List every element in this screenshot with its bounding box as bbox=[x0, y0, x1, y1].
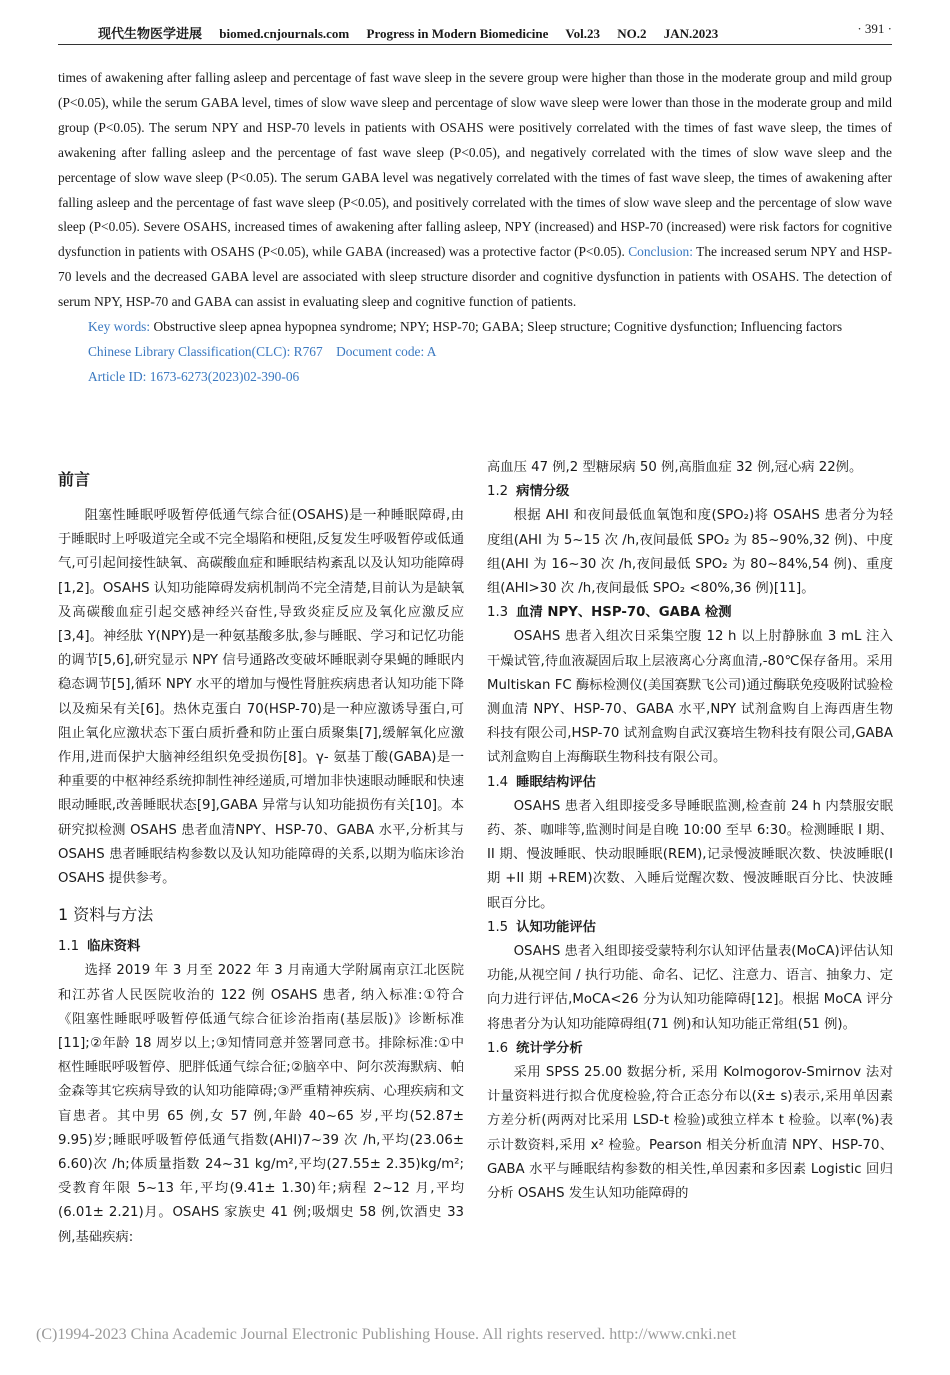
section-1-5-heading: 1.5 认知功能评估 bbox=[487, 919, 596, 935]
right-column bbox=[487, 456, 893, 1206]
section-1-3-heading: 1.3 血清 NPY、HSP-70、GABA 检测 bbox=[487, 605, 732, 621]
keywords: Key words: Obstructive sleep apnea hypopnea syndrome; NPY; HSP-70; GABA; Sleep structure; Cognitive dysfunction; Influencing factors bbox=[88, 319, 843, 335]
volume: Vol.23 bbox=[565, 26, 600, 41]
journal-cn: 现代生物医学进展 bbox=[98, 26, 203, 41]
section-1-4-heading: 1.4 睡眠结构评估 bbox=[487, 774, 596, 790]
section-1-1-text: 选择 2019 年 3 月至 2022 年 3 月南通大学附属南京江北医院和江苏省人民医院收治的 122 例 OSAHS 患者, 纳入标准:①符合《阻塞性睡眠呼吸暂停低通气综合征诊治指南(基层版)》诊断标准[11];②年龄 18 周岁以上;③知情同意并签署同意书。排除标准:①中枢性睡眠呼吸暂停、肥胖低通气综合征;②脑卒中、阿尔茨海默病、帕金森等其它疾病导致的认知功能障碍;③严重精神疾病、心理疾病和文盲患者。其中男 65 例,女 57 例,年龄 40~65 岁,平均(52.87± 9.95)岁;睡眠呼吸暂停低通气指数(AHI)7~39 次 /h,平均(23.06± 6.60)次 /h;体质量指数 24~31 kg/m²,平均(27.55± 2.35)kg/m²;受教育年限 5~13 年,平均(9.41± 1.30)年;病程 2~12 月,平均(6.01± 2.21)月。OSAHS 家族史 41 例;吸烟史 58 例,饮酒史 33 例,基础疾病: bbox=[58, 963, 464, 1245]
left-column bbox=[58, 466, 464, 1250]
abstract-results: times of awakening after falling asleep and percentage of fast wave sleep in the severe group were higher than those in the moderate group and mild group (P<0.05), while the serum GABA level, times of slow wave sleep and percentage of slow wave sleep were lower than those in the moderate group and mild group (P<0.05). The serum NPY and HSP-70 levels in patients with OSAHS were positively correlated with the times of fast wave sleep, the times of awakening after falling asleep and the percentage of fast wave sleep (P<0.05), and negatively correlated with the times of slow wave sleep and the percentage of slow wave sleep (P<0.05). The serum GABA level was negatively correlated with the times of fast wave sleep, the times of awakening after falling asleep and the percentage of fast wave sleep (P<0.05), and positively correlated with the times of slow wave sleep and the percentage of slow wave sleep (P<0.05). Severe OSAHS, increased times of awakening after falling asleep, NPY (increased) and HSP-70 (increased) were risk factors for cognitive dysfunction in patients with OSAHS (P<0.05), while GABA (increased) was a protective factor (P<0.05). Conclusion: The increased serum NPY and HSP-70 levels and the decreased GABA level are associated with sleep structure disorder and cognitive dysfunction in patients with OSAHS. The detection of serum NPY, HSP-70 and GABA can assist in evaluating sleep and cognitive function of patients. bbox=[58, 70, 892, 310]
section-1-4-text: OSAHS 患者入组即接受多导睡眠监测,检查前 24 h 内禁服安眠药、茶、咖啡等,监测时间是自晚 10:00 至早 6:30。检测睡眠 I 期、II 期、慢波睡眠、快动眼睡眠(REM),记录慢波睡眠次数、快波睡眠(I 期 +II 期 +REM)次数、入睡后觉醒次数、慢波睡眠百分比、快波睡眠百分比。 bbox=[487, 798, 893, 911]
intro-paragraph: 阻塞性睡眠呼吸暂停低通气综合征(OSAHS)是一种睡眠障碍,由于睡眠时上呼吸道完全或不完全塌陷和梗阻,反复发生呼吸暂停或低通气,可引起间接性缺氧、高碳酸血症和睡眠结构紊乱以及认知功能障碍[1,2]。OSAHS 认知功能障碍发病机制尚不完全清楚,目前认为是缺氧及高碳酸血症引起交感神经兴奋性,导致炎症反应及氧化应激反应[3,4]。神经肽 Y(NPY)是一种氨基酸多肽,参与睡眠、学习和记忆功能的调节[5,6],研究显示 NPY 信号通路改变破坏睡眠剥夺果蝇的睡眠内稳态调节[5],循环 NPY 水平的增加与慢性肾脏疾病患者认知功能下降以及痴呆有关[6]。热休克蛋白 70(HSP-70)是一种应激诱导蛋白,可阻止氧化应激状态下蛋白质折叠和防止蛋白质聚集[7],缓解氧化应激作用,进而保护大脑神经组织免受损伤[8]。γ- 氨基丁酸(GABA)是一种重要的中枢神经系统抑制性神经递质,可增加非快速眼动睡眠和快速眼动睡眠,改善睡眠状态[9],GABA 异常与认知功能损伤有关[10]。本研究拟检测 OSAHS 患者血清NPY、HSP-70、GABA 水平,分析其与 OSAHS 患者睡眠结构参数以及认知功能障碍的关系,以期为临床诊治 OSAHS 提供参考。 bbox=[58, 508, 464, 887]
section-1-6-heading: 1.6 统计学分析 bbox=[487, 1040, 583, 1056]
issue: NO.2 bbox=[617, 26, 647, 41]
page-number: · 391 · bbox=[857, 21, 892, 36]
conclusion-label: Conclusion: bbox=[628, 244, 693, 260]
continued-text: 高血压 47 例,2 型糖尿病 50 例,高脂血症 32 例,冠心病 22例。 bbox=[487, 460, 863, 475]
section-1-2-text: 根据 AHI 和夜间最低血氧饱和度(SPO₂)将 OSAHS 患者分为轻度组(AHI 为 5~15 次 /h,夜间最低 SPO₂ 为 85~90%,32 例)、中度组(AHI 为 16~30 次 /h,夜间最低 SPO₂ 为 80~84%,54 例)、重度组(AHI>30 次 /h,夜间最低 SPO₂ <80%,36 例)[11]。 bbox=[487, 508, 893, 597]
article-id: Article ID: 1673-6273(2023)02-390-06 bbox=[88, 368, 300, 384]
journal-site: biomed.cnjournals.com bbox=[219, 26, 350, 41]
section-1-1-heading: 1.1 临床资料 bbox=[58, 939, 141, 955]
running-header bbox=[58, 18, 892, 45]
section-1-3-text: OSAHS 患者入组次日采集空腹 12 h 以上肘静脉血 3 mL 注入干燥试管,待血液凝固后取上层液离心分离血清,-80℃保存备用。采用 Multiskan FC 酶标检测仪(美国赛默飞公司)通过酶联免疫吸附试验检测血清 NPY、HSP-70、GABA 水平,NPY 试剂盒购自上海西唐生物科技有限公司,HSP-70 试剂盒购自武汉赛培生物科技有限公司,GABA 试剂盒购自上海酶联生物科技有限公司。 bbox=[487, 629, 893, 766]
copyright-footer: (C)1994-2023 China Academic Journal Electronic Publishing House. All rights reserved. http://www.cnki.net bbox=[36, 1326, 737, 1343]
section-1-title: 1 资料与方法 bbox=[58, 905, 154, 925]
intro-title: 前言 bbox=[58, 470, 91, 489]
english-abstract bbox=[58, 66, 892, 390]
section-1-2-heading: 1.2 病情分级 bbox=[487, 484, 570, 500]
section-1-6-text: 采用 SPSS 25.00 数据分析, 采用 Kolmogorov-Smirnov 法对计量资料进行拟合优度检验,符合正态分布以(x̄± s)表示,采用单因素方差分析(两两对比采用 LSD-t 检验)或独立样本 t 检验。以率(%)表示计数资料,采用 x² 检验。Pearson 相关分析血清 NPY、HSP-70、GABA 水平与睡眠结构参数的相关性,单因素和多因素 Logistic 回归分析 OSAHS 发生认知功能障碍的 bbox=[487, 1065, 893, 1202]
header-left bbox=[98, 23, 732, 42]
section-1-5-text: OSAHS 患者入组即接受蒙特利尔认知评估量表(MoCA)评估认知功能,从视空间 / 执行功能、命名、记忆、注意力、语言、抽象力、定向力进行评估,MoCA<26 分为认知功能障碍[12]。根据 MoCA 评分将患者分为认知功能障碍组(71 例)和认知功能正常组(51 例)。 bbox=[487, 944, 893, 1032]
classification: Chinese Library Classification(CLC): R767 Document code: A bbox=[88, 343, 437, 359]
journal-en: Progress in Modern Biomedicine bbox=[366, 26, 549, 41]
conclusion-text: The increased serum NPY and HSP-70 levels and the decreased GABA level are associated with sleep structure disorder and cognitive dysfunction in patients with OSAHS. The detection of serum NPY, HSP-70 and GABA can assist in evaluating sleep and cognitive function of patients. bbox=[58, 244, 892, 310]
date: JAN.2023 bbox=[663, 26, 719, 41]
